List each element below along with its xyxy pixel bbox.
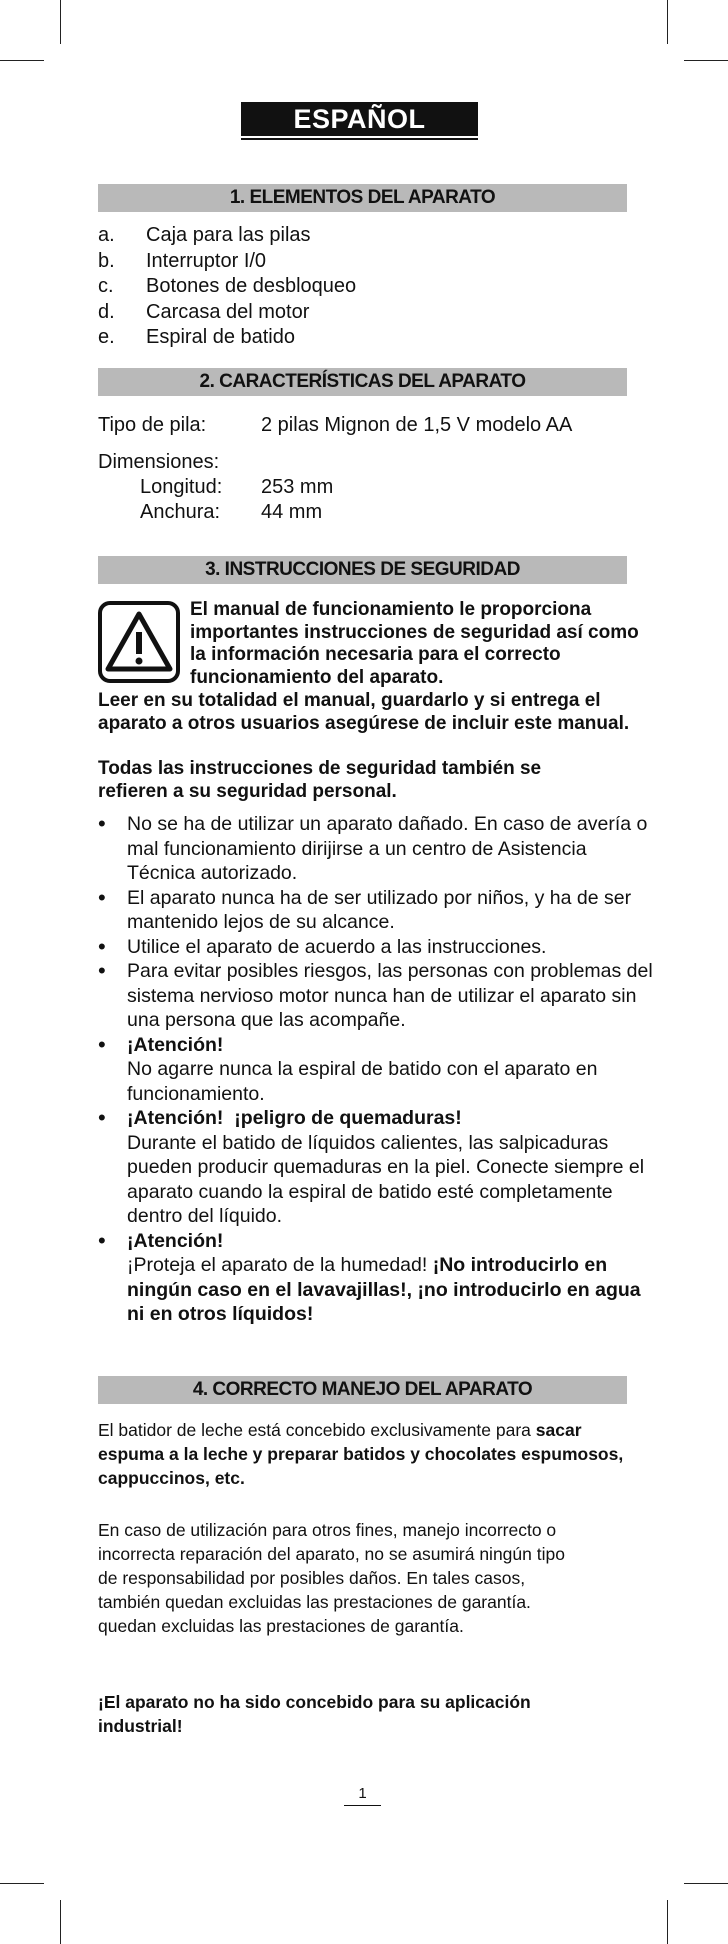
list-item xyxy=(98,223,356,249)
battery-label: Tipo de pila: xyxy=(98,414,207,436)
bullet-heading: • ¡Atención! ¡peligro de quemaduras! xyxy=(127,1107,462,1129)
list-item xyxy=(98,812,658,886)
elements-list xyxy=(98,223,356,351)
item-letter: e. xyxy=(98,326,115,348)
length-label: Longitud: xyxy=(140,476,223,498)
item-text: Caja para las pilas xyxy=(146,224,311,246)
section-2-heading: 2. CARACTERÍSTICAS DEL APARATO xyxy=(98,368,627,396)
item-letter: a. xyxy=(98,224,115,246)
warning-text: El manual de funcionamiento le proporciona importantes instrucciones de seguridad así como la información necesaria para el correcto funcionamiento del aparato. xyxy=(190,599,639,688)
crop-mark xyxy=(60,1900,61,1944)
safety-list xyxy=(98,812,658,1327)
usage-text-bold: sacar espuma a la leche y preparar batidos y chocolates espumosos, cappuccinos, etc. xyxy=(98,1420,624,1488)
list-item xyxy=(98,325,356,351)
item-text: Espiral de batido xyxy=(146,326,295,348)
item-letter: d. xyxy=(98,300,115,323)
crop-mark xyxy=(60,0,61,44)
bullet-text: Para evitar posibles riesgos, las personas con problemas del sistema nervioso motor nunca han de utilizar el aparato sin una persona que las acompañe. xyxy=(127,960,653,1031)
list-item xyxy=(98,886,658,935)
bullet-text: No se ha de utilizar un aparato dañado. En caso de avería o mal funcionamiento dirijirse a un centro de Asistencia Técnica autorizado. xyxy=(127,813,648,884)
crop-mark xyxy=(0,1883,44,1884)
specs-battery xyxy=(98,413,572,438)
bullet-text: El aparato nunca ha de ser utilizado por niños, y ha de ser mantenido lejos de su alcance. xyxy=(127,886,632,933)
list-item xyxy=(98,300,356,326)
section-1-heading: 1. ELEMENTOS DEL APARATO xyxy=(98,184,627,212)
usage-text: El batidor de leche está concebido exclusivamente para xyxy=(98,1420,531,1440)
item-text: Interruptor I/0 xyxy=(146,249,267,272)
item-text: Carcasa del motor xyxy=(146,300,310,323)
bullet-text: Utilice el aparato de acuerdo a las instrucciones. xyxy=(127,935,547,958)
bullet-text: Durante el batido de líquidos calientes, las salpicaduras pueden producir quemaduras en la piel. Conecte siempre el aparato cuando la espiral de batido esté completamente dentro del líquido. xyxy=(127,1131,645,1227)
bullet-text-bold: ¡No introducirlo en ningún caso en el lavavajillas!, ¡no introducirlo en agua ni en otros líquidos! xyxy=(127,1254,641,1325)
list-item xyxy=(98,1229,658,1327)
warning-triangle-icon xyxy=(98,601,180,683)
list-item xyxy=(98,249,356,275)
dimensions-label: Dimensiones: xyxy=(98,451,220,473)
language-title: ESPAÑOL xyxy=(241,102,478,136)
list-item xyxy=(98,1033,658,1107)
list-item xyxy=(98,274,356,300)
bullet-text: ¡Proteja el aparato de la humedad! xyxy=(127,1254,428,1276)
keep-manual-text: Leer en su totalidad el manual, guardarlo y si entrega el aparato a otros usuarios asegúrese de incluir este manual. xyxy=(98,690,630,734)
specs-dimensions xyxy=(98,450,333,525)
crop-mark xyxy=(0,60,44,61)
section-4-heading: 4. CORRECTO MANEJO DEL APARATO xyxy=(98,1376,627,1404)
list-item xyxy=(98,959,658,1033)
item-letter: c. xyxy=(98,275,114,297)
crop-mark xyxy=(667,0,668,44)
item-text: Botones de desbloqueo xyxy=(146,275,357,297)
battery-value: 2 pilas Mignon de 1,5 V modelo AA xyxy=(261,414,573,436)
section-3-heading: 3. INSTRUCCIONES DE SEGURIDAD xyxy=(98,556,627,584)
crop-mark xyxy=(684,60,728,61)
bullet-text: No agarre nunca la espiral de batido con el aparato en funcionamiento. xyxy=(127,1058,598,1105)
page-number: 1 xyxy=(344,1785,381,1806)
length-value: 253 mm xyxy=(261,476,334,498)
usage-paragraph xyxy=(98,1418,628,1490)
liability-paragraph: En caso de utilización para otros fines, manejo incorrecto o incorrecta reparación del aparato, no se asumirá ningún tipo de responsabilidad por posibles daños. En tales casos, también quedan excluidas las prestaciones de garantía. quedan excluidas las prestaciones de garantía. xyxy=(98,1520,565,1636)
item-letter: b. xyxy=(98,249,115,272)
bullet-text-group xyxy=(127,1253,658,1327)
industrial-notice: ¡El aparato no ha sido concebido para su aplicación industrial! xyxy=(98,1692,531,1736)
list-item xyxy=(98,1106,658,1229)
width-value: 44 mm xyxy=(261,501,323,523)
width-label: Anchura: xyxy=(140,501,221,523)
crop-mark xyxy=(667,1900,668,1944)
bullet-heading: • ¡Atención! xyxy=(127,1229,224,1252)
list-item xyxy=(98,935,658,960)
crop-mark xyxy=(684,1883,728,1884)
personal-safety-text: Todas las instrucciones de seguridad también se refieren a su seguridad personal. xyxy=(98,758,542,802)
bullet-heading: • ¡Atención! xyxy=(127,1033,224,1056)
language-title-underline xyxy=(241,138,478,140)
